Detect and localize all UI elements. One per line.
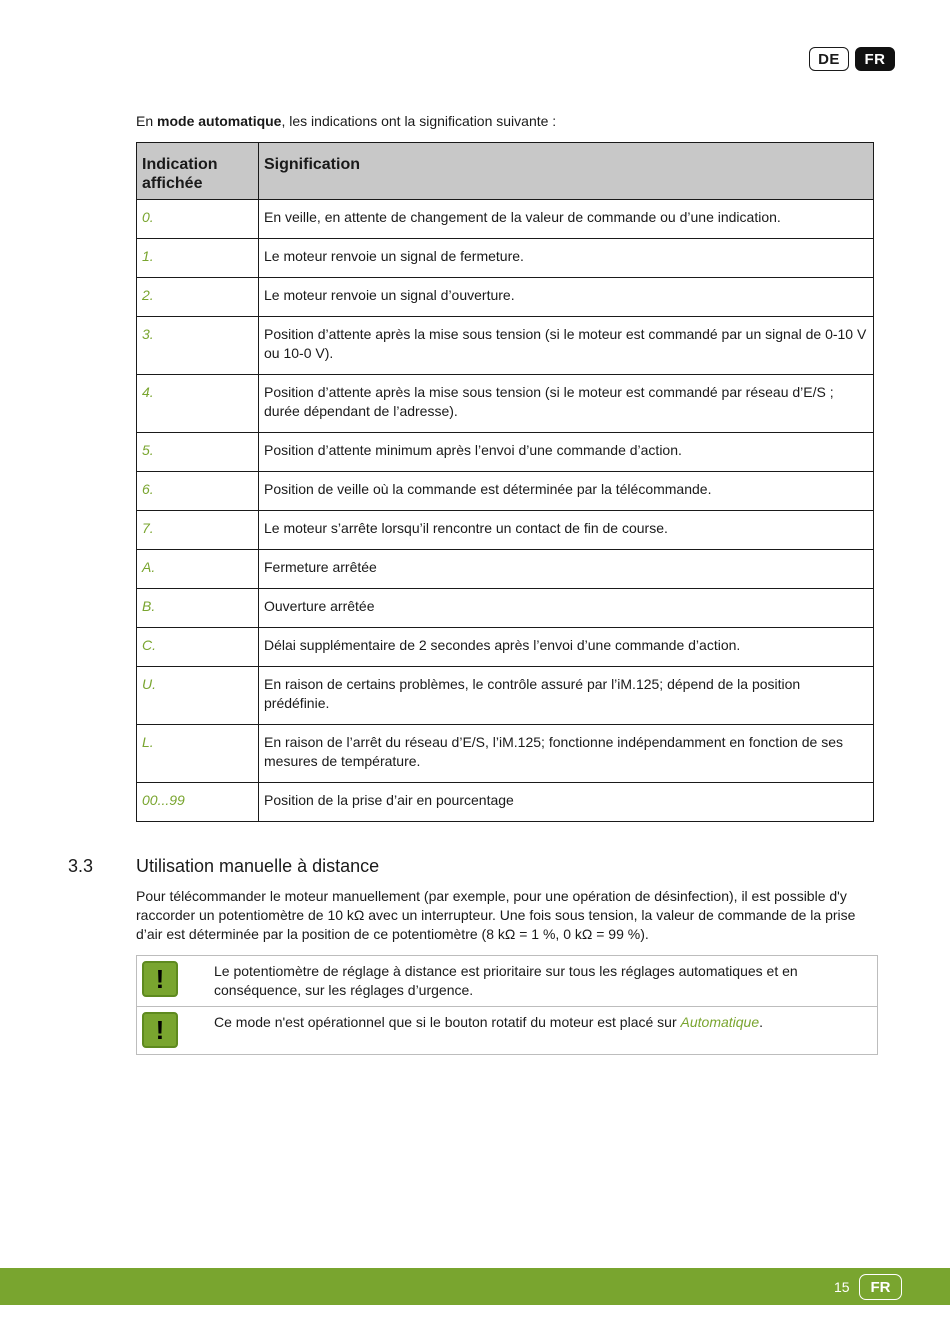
indication-meaning: Le moteur s’arrête lorsqu’il rencontre un contact de fin de course. — [259, 511, 874, 550]
table-row — [137, 783, 874, 822]
table-row — [137, 317, 874, 375]
indication-meaning: En raison de l’arrêt du réseau d’E/S, l’iM.125; fonctionne indépendamment en fonction de ses mesures de température. — [259, 725, 874, 783]
indication-code: 1. — [137, 239, 259, 278]
indication-code: 3. — [137, 317, 259, 375]
table-row — [137, 278, 874, 317]
table-row — [137, 472, 874, 511]
warning-icon: ! — [142, 1012, 178, 1048]
indication-meaning: Le moteur renvoie un signal d’ouverture. — [259, 278, 874, 317]
indication-meaning: Position d’attente après la mise sous tension (si le moteur est commandé par un signal de 0-10 V ou 10-0 V). — [259, 317, 874, 375]
indication-code: L. — [137, 725, 259, 783]
table-row — [137, 200, 874, 239]
indication-meaning: Ouverture arrêtée — [259, 589, 874, 628]
indication-meaning: Position d’attente minimum après l’envoi d’une commande d’action. — [259, 433, 874, 472]
note-prefix: Ce mode n'est opérationnel que si le bouton rotatif du moteur est placé sur — [214, 1014, 681, 1030]
indication-code: C. — [137, 628, 259, 667]
language-switch — [809, 47, 895, 71]
table-row — [137, 375, 874, 433]
indication-code: U. — [137, 667, 259, 725]
table-row — [137, 725, 874, 783]
indication-code: 6. — [137, 472, 259, 511]
lang-fr-button[interactable]: FR — [855, 47, 895, 71]
section-number: 3.3 — [68, 856, 94, 876]
notes-box — [136, 955, 878, 1055]
indication-code: 4. — [137, 375, 259, 433]
table-row — [137, 511, 874, 550]
indication-meaning: En raison de certains problèmes, le contrôle assuré par l’iM.125; dépend de la position prédéfinie. — [259, 667, 874, 725]
indication-code: 2. — [137, 278, 259, 317]
table-row — [137, 628, 874, 667]
lang-de-button[interactable]: DE — [809, 47, 849, 71]
indication-meaning: Le moteur renvoie un signal de fermeture. — [259, 239, 874, 278]
intro-bold: mode automatique — [157, 113, 282, 129]
indication-meaning: En veille, en attente de changement de la valeur de commande ou d’une indication. — [259, 200, 874, 239]
indications-table — [136, 142, 874, 822]
indication-code: 00...99 — [137, 783, 259, 822]
header-signification: Signification — [259, 143, 874, 200]
note-highlight: Automatique — [680, 1014, 760, 1030]
header-indication: Indication affichée — [137, 143, 259, 200]
warning-icon: ! — [142, 961, 178, 997]
intro-text — [136, 113, 556, 129]
table-row — [137, 667, 874, 725]
indication-meaning: Délai supplémentaire de 2 secondes après l’envoi d’une commande d’action. — [259, 628, 874, 667]
table-row — [137, 589, 874, 628]
section-title: Utilisation manuelle à distance — [136, 856, 380, 876]
note-item — [137, 1006, 877, 1054]
indication-code: B. — [137, 589, 259, 628]
table-header-row — [137, 143, 874, 200]
indication-code: A. — [137, 550, 259, 589]
table-row — [137, 239, 874, 278]
note-suffix: . — [759, 1014, 764, 1030]
note-text — [214, 1012, 763, 1032]
note-text: Le potentiomètre de réglage à distance est prioritaire sur tous les réglages automatiques et en conséquence, sur les réglages d’urgence. — [214, 963, 798, 998]
intro-suffix: , les indications ont la signification suivante : — [281, 113, 557, 129]
indication-meaning: Position de veille où la commande est déterminée par la télécommande. — [259, 472, 874, 511]
indication-meaning: Position d’attente après la mise sous tension (si le moteur est commandé par réseau d’E/S ; durée dépendant de l’adresse). — [259, 375, 874, 433]
indication-meaning: Fermeture arrêtée — [259, 550, 874, 589]
note-item — [137, 956, 877, 1006]
table-row — [137, 433, 874, 472]
indication-code: 5. — [137, 433, 259, 472]
indication-meaning: Position de la prise d’air en pourcentage — [259, 783, 874, 822]
table-row — [137, 550, 874, 589]
footer-bar — [0, 1268, 950, 1305]
section-body: Pour télécommander le moteur manuellement (par exemple, pour une opération de désinfection), il est possible d'y raccorder un potentiomètre de 10 kΩ avec un interrupteur. Une fois sous tension, la valeur de commande de la prise d’air est déterminée par la position de ce potentiomètre (8 kΩ = 1 %, 0 kΩ = 99 %). — [136, 888, 856, 942]
intro-prefix: En — [136, 113, 158, 129]
page-number: 15 — [834, 1279, 850, 1295]
footer-lang-badge: FR — [859, 1274, 902, 1300]
indication-code: 0. — [137, 200, 259, 239]
indication-code: 7. — [137, 511, 259, 550]
